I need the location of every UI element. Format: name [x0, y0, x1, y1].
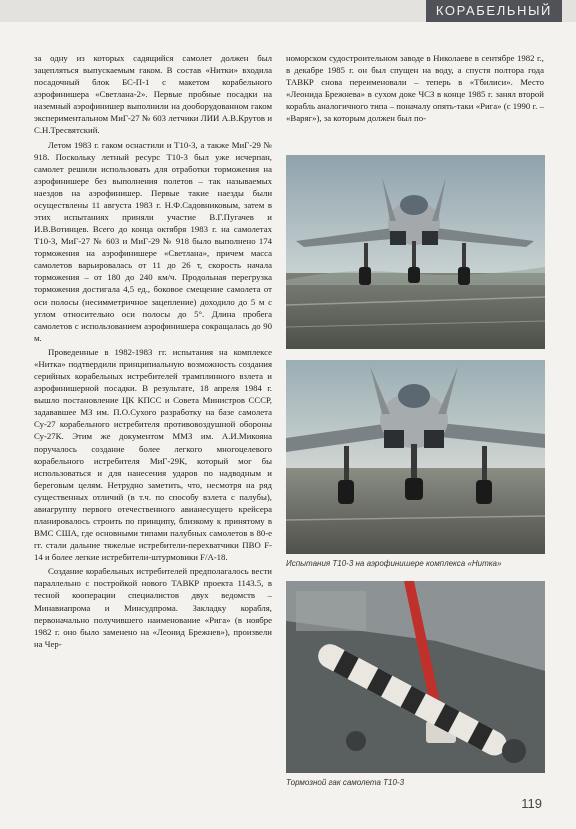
photo-caption: Испытания Т10-3 на аэрофинишере комплекса «Нитка» [286, 559, 502, 568]
jet-front-view-photo [286, 155, 545, 349]
paragraph: Летом 1983 г. гаком оснастили и Т10-3, а также МиГ-29 № 918. Поскольку летный ресурс Т10-3 был уже исчерпан, самолет решили использовать для отработки торможения на аэрофинишере без выполнения полетов – так называемых наездов на аэрофинишер. Первые такие наезды были осуществлены 11 августа 1983 г. Н.Ф.Садовниковым, затем в этих испытаниях приняли участие В.Г.Пугачев и И.В.Вотинцев. Всего до конца октября 1983 г. на самолетах Т10-3, МиГ-27 № 603 и МиГ-29 № 918 было выполнено 174 торможения на аэрофинишере «Светлана», причем масса самолетов варьировалась от 11 до 26 т, скорость начала торможения – от 180 до 240 км/ч. Продольная перегрузка торможения достигала 4,5 ед., боковое смещение самолета от оси полосы (несимметричное зацепление) доходило до 5 м с углом относительно оси полосы до 5°. Длина пробега самолетов с использованием аэрофинишера сокращалась до 90 м. [34, 139, 272, 343]
paragraph: номорском судостроительном заводе в Николаеве в сентябре 1982 г., в декабре 1985 г. он был спущен на воду, а спустя полтора года ТАВКР снова переименовали – теперь в «Тбилиси». Место «Леонида Брежнева» в сухом доке ЧСЗ в конце 1985 г. занял второй корабль аналогичного типа – поначалу опять-таки «Рига» (с 1990 г. – «Варяг»), за которым должен был по- [286, 53, 544, 124]
page-number: 119 [521, 796, 542, 811]
arrestor-hook-photo [286, 581, 545, 773]
paragraph: Создание корабельных истребителей предполагалось вести параллельно с постройкой нового ТАВКР проекта 1143.5, в тесной кооперации специалистов двух ведомств – Минавиапрома и Минсудпрома. Закладку корабля, первоначально получившего наименование «Рига» (в ноябре 1982 г. оно было заменено на «Леонид Брежнев»), произвели на Чер- [34, 566, 272, 649]
left-text-column [34, 52, 272, 650]
section-title: КОРАБЕЛЬНЫЙ [426, 0, 562, 22]
right-text-column [286, 52, 544, 124]
photo-caption: Тормозной гак самолета Т10-3 [286, 778, 405, 787]
jet-arrestor-test-photo [286, 360, 545, 554]
paragraph: Проведенные в 1982-1983 гг. испытания на комплексе «Нитка» подтвердили принципиальную возможность создания серийных корабельных истребителей трамплинного взлета и аэрофинишерной посадки. В результате, 18 апреля 1984 г. вышло постановление ЦК КПСС и Совета Министров СССР, задававшее МЗ им. П.О.Сухого разработку на базе самолета Су-27 корабельного истребителя противовоздушной обороны Су-27К. Этим же документом ММЗ им. А.И.Микояна поручалось создание более легкого многоцелевого корабельного истребителя МиГ-29К, который мог бы использоваться и для нанесения ударов по надводным и береговым целям. Нетрудно заметить, что, несмотря на ряд существенных отличий (в т.ч. по способу взлета с палубы), авиагруппу первого отечественного авианесущего крейсера планировалось строить по принципу, близкому к принятому в ВМС США, где основными типами палубных самолетов в 80-е гг. стали дальние тяжелые истребители-перехватчики ПВО F-14 и более легкие истребители-штурмовики F/A-18. [34, 346, 272, 563]
paragraph: за одну из которых садящийся самолет должен был зацепляться выпускаемым гаком. В состав «Нитки» входила посадочный блок БС-П-1 с макетом корабельного аэрофинишера «Светлана-2». Первые пробные посадки на наземный аэрофинишер выполнили на дооборудованном гаком экспериментальном МиГ-27 № 603 летчики ЛИИ А.В.Крутов и С.Н.Тресвятский. [34, 53, 272, 136]
